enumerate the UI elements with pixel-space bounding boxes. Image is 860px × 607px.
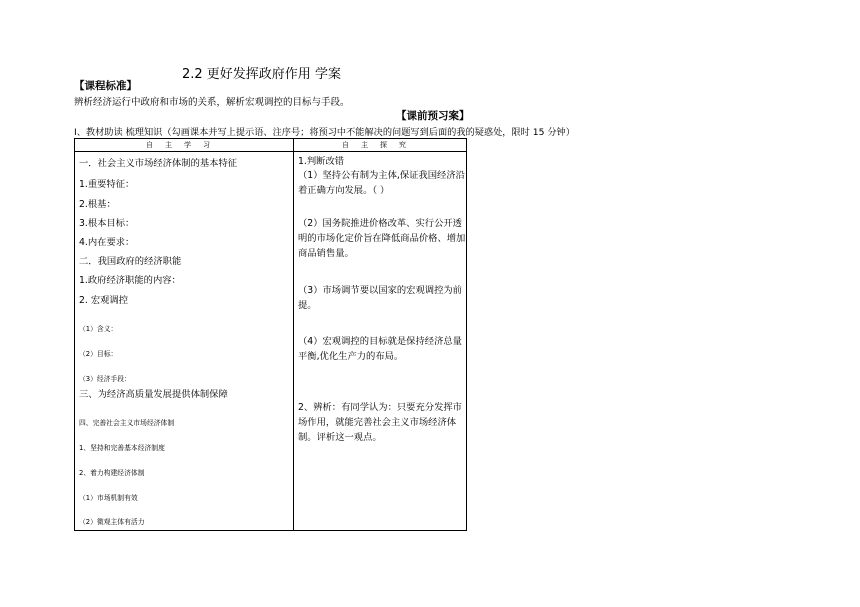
question-2: （2）国务院推进价格改革、实行公开透明的市场化定价旨在降低商品价格、增加商品销售量。: [298, 218, 466, 259]
judgement-heading: 1.判断改错: [298, 156, 345, 167]
study-table: [74, 138, 467, 531]
list-item: （1）市场机制有效: [79, 494, 138, 502]
list-item: 1.重要特征：: [79, 179, 135, 190]
list-item: 1.政府经济职能的内容：: [79, 275, 181, 286]
list-item: （2）目标：: [79, 350, 118, 358]
section-standard-heading: 【课程标准】: [74, 80, 137, 92]
left-column-header: 自主学习: [75, 139, 294, 152]
list-item: 1、坚持和完善基本经济制度: [79, 444, 165, 452]
instruction-text: Ⅰ、教材助读 梳理知识（勾画课本并写上提示语、注序号；将预习中不能解决的问题写到后面的我的疑惑处，限时 15 分钟）: [74, 127, 575, 138]
analysis-question: 2、辨析：有同学认为：只要充分发挥市场作用，就能完善社会主义市场经济体制。评析这一观点。: [298, 402, 462, 443]
list-item: 2. 宏观调控: [79, 295, 129, 306]
section-preview-heading: 【课前预习案】: [396, 110, 470, 122]
question-4: （4）宏观调控的目标就是保持经济总量平衡,优化生产力的布局。: [298, 336, 462, 362]
list-item: 2、着力构建经济体制: [79, 469, 145, 477]
self-inquiry-cell: [294, 152, 467, 531]
list-item: （1）含义：: [79, 325, 118, 333]
list-item: （3）经济手段：: [79, 375, 131, 383]
question-3: （3）市场调节要以国家的宏观调控为前提。: [298, 285, 462, 311]
list-item: 四、完善社会主义市场经济体制: [79, 419, 175, 427]
list-item: 一．社会主义市场经济体制的基本特征: [79, 158, 238, 169]
question-1: （1）坚持公有制为主体,保证我国经济沿着正确方向发展。（ ）: [298, 170, 465, 196]
list-item: 3.根本目标：: [79, 218, 135, 229]
list-item: 4.内在要求：: [79, 237, 135, 248]
list-item: 三、为经济高质量发展提供体制保障: [79, 389, 228, 400]
list-item: （2）微观主体有活力: [79, 518, 145, 526]
right-column-header: 自主探究: [294, 139, 467, 152]
self-study-cell: [75, 152, 294, 531]
list-item: 二．我国政府的经济职能: [79, 256, 182, 267]
standard-text: 辨析经济运行中政府和市场的关系，解析宏观调控的目标与手段。: [74, 97, 350, 108]
document-title: 2.2 更好发挥政府作用 学案: [182, 67, 341, 82]
list-item: 2.根基：: [79, 199, 116, 210]
